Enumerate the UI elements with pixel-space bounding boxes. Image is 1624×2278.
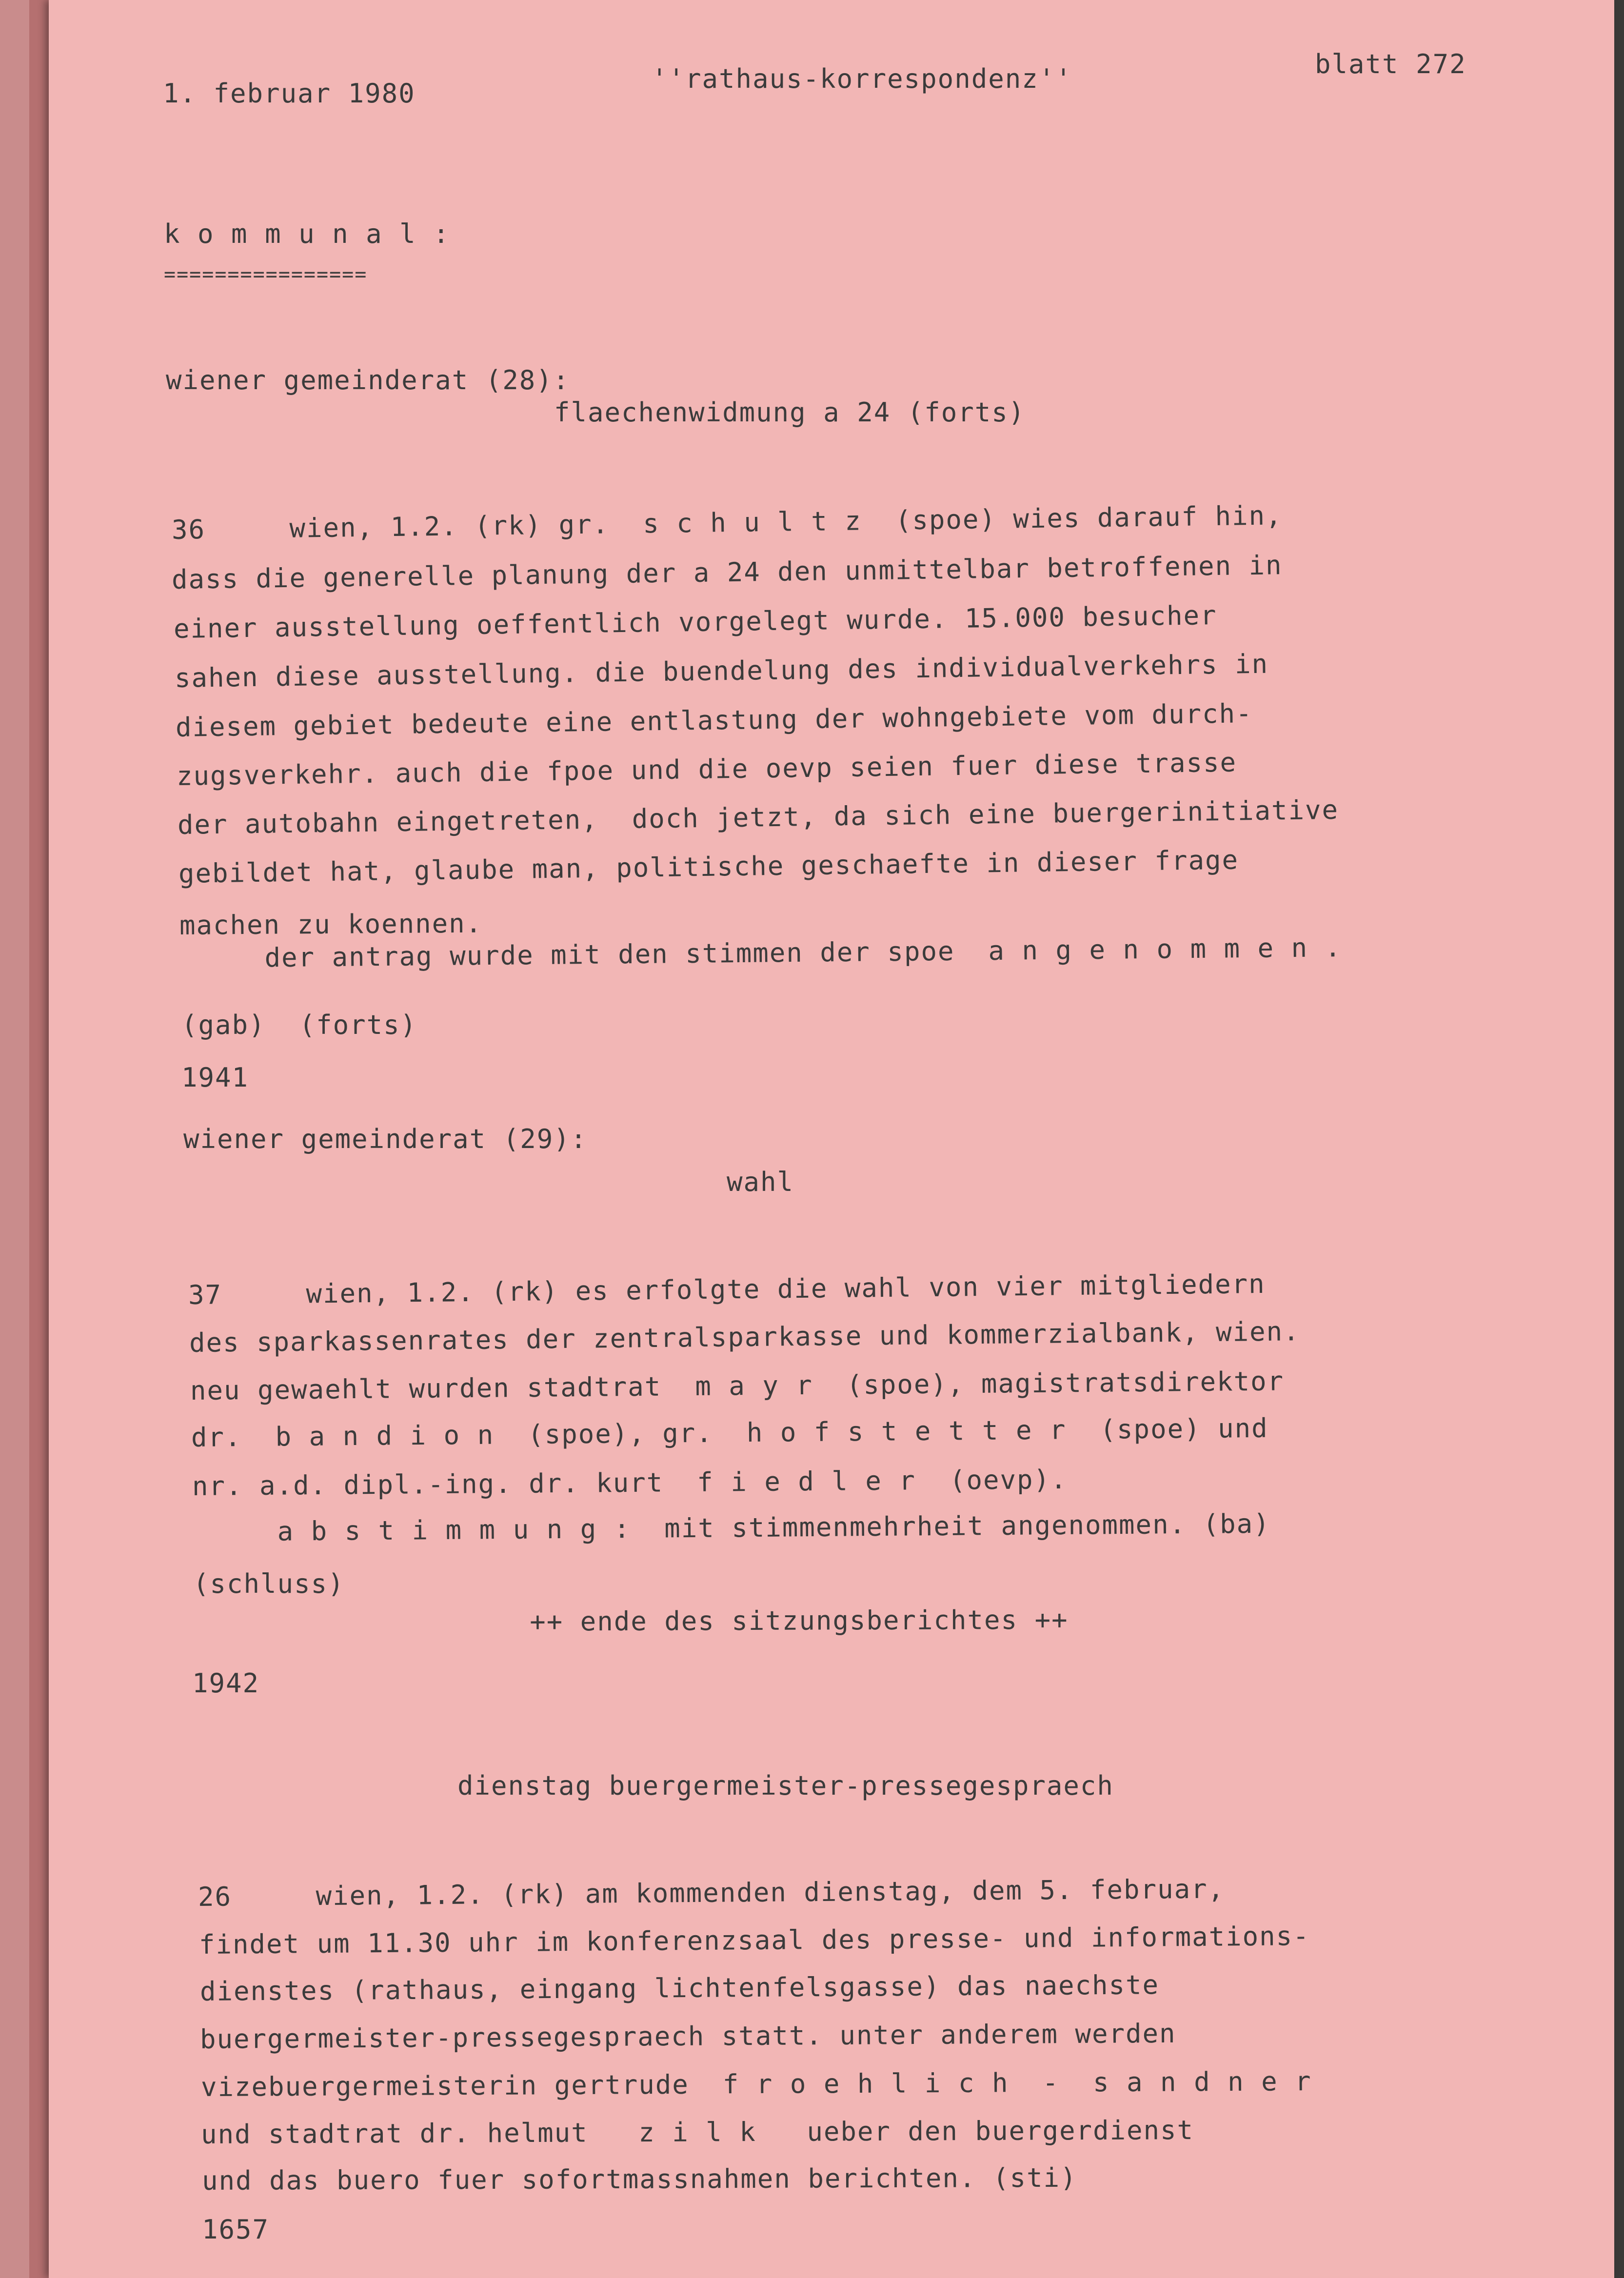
section-title: k o m m u n a l : [164,218,450,249]
item2-line: neu gewaehlt wurden stadtrat m a y r (spoe), magistratsdirektor [190,1366,1285,1406]
document-page [49,0,1614,2278]
item1-line: einer ausstellung oeffentlich vorgelegt wurde. 15.000 besucher [173,599,1217,644]
item1-line: dass die generelle planung der a 24 den unmittelbar betroffenen in [171,550,1283,595]
item3-line: buergermeister-pressegespraech statt. unter anderem werden [199,2018,1176,2055]
item1-line: der autobahn eingetreten, doch jetzt, da sich eine buergerinitiative [177,794,1339,840]
item1-heading: wiener gemeinderat (28): [166,365,570,396]
item2-line: ++ ende des sitzungsberichtes ++ [193,1604,1069,1638]
item2-line: dr. b a n d i o n (spoe), gr. h o f s t e t t e r (spoe) und [191,1412,1268,1453]
item1-line: zugsverkehr. auch die fpoe und die oevp seien fuer diese trasse [176,747,1237,792]
item3-line: vizebuergermeisterin gertrude f r o e h l i c h - s a n d n e r [200,2066,1312,2102]
item3-line: und das buero fuer sofortmassnahmen berichten. (sti) [201,2162,1077,2196]
header-publication: ''rathaus-korrespondenz'' [652,63,1072,94]
item3-line: findet um 11.30 uhr im konferenzsaal des presse- und informations- [198,1921,1310,1960]
item1-line: machen zu koennen. [179,908,483,941]
item2-line: (schluss) [193,1568,345,1599]
item3-line: und stadtrat dr. helmut z i l k ueber den buergerdienst [200,2115,1194,2150]
item2-heading: wiener gemeinderat (29): [183,1124,588,1154]
item2-line: 1942 [192,1668,260,1699]
item2-line: a b s t i m m u n g : mit stimmenmehrheit angenommen. (ba) [193,1508,1270,1547]
item1-line: der antrag wurde mit den stimmen der spoe a n g e n o m m e n . [180,932,1342,974]
item2-line: 37 wien, 1.2. (rk) es erfolgte die wahl von vier mitgliedern [188,1268,1266,1310]
item1-line: 36 wien, 1.2. (rk) gr. s c h u l t z (spoe) wies darauf hin, [171,500,1283,545]
item1-line: (gab) (forts) [181,1010,417,1040]
item2-line: des sparkassenrates der zentralsparkasse und kommerzialbank, wien. [189,1316,1300,1358]
item3-heading: dienstag buergermeister-pressegespraech [457,1770,1114,1801]
item1-line: gebildet hat, glaube man, politische geschaefte in dieser frage [178,844,1239,889]
item3-line: 1657 [202,2214,270,2245]
header-sheet-number: blatt 272 [1315,49,1466,79]
item2-subheading: wahl [727,1167,794,1197]
section-underline: ================ [164,263,368,286]
item1-line: diesem gebiet bedeute eine entlastung der wohngebiete vom durch- [175,698,1253,743]
item1-line: sahen diese ausstellung. die buendelung des individualverkehrs in [174,648,1269,693]
item3-line: dienstes (rathaus, eingang lichtenfelsgasse) das naechste [199,1969,1160,2007]
item3-line: 26 wien, 1.2. (rk) am kommenden dienstag, dem 5. februar, [198,1873,1225,1912]
item1-subheading: flaechenwidmung a 24 (forts) [554,397,1026,428]
header-date: 1. februar 1980 [163,78,416,109]
item1-line: 1941 [181,1062,249,1093]
item2-line: nr. a.d. dipl.-ing. dr. kurt f i e d l e r (oevp). [192,1464,1068,1502]
